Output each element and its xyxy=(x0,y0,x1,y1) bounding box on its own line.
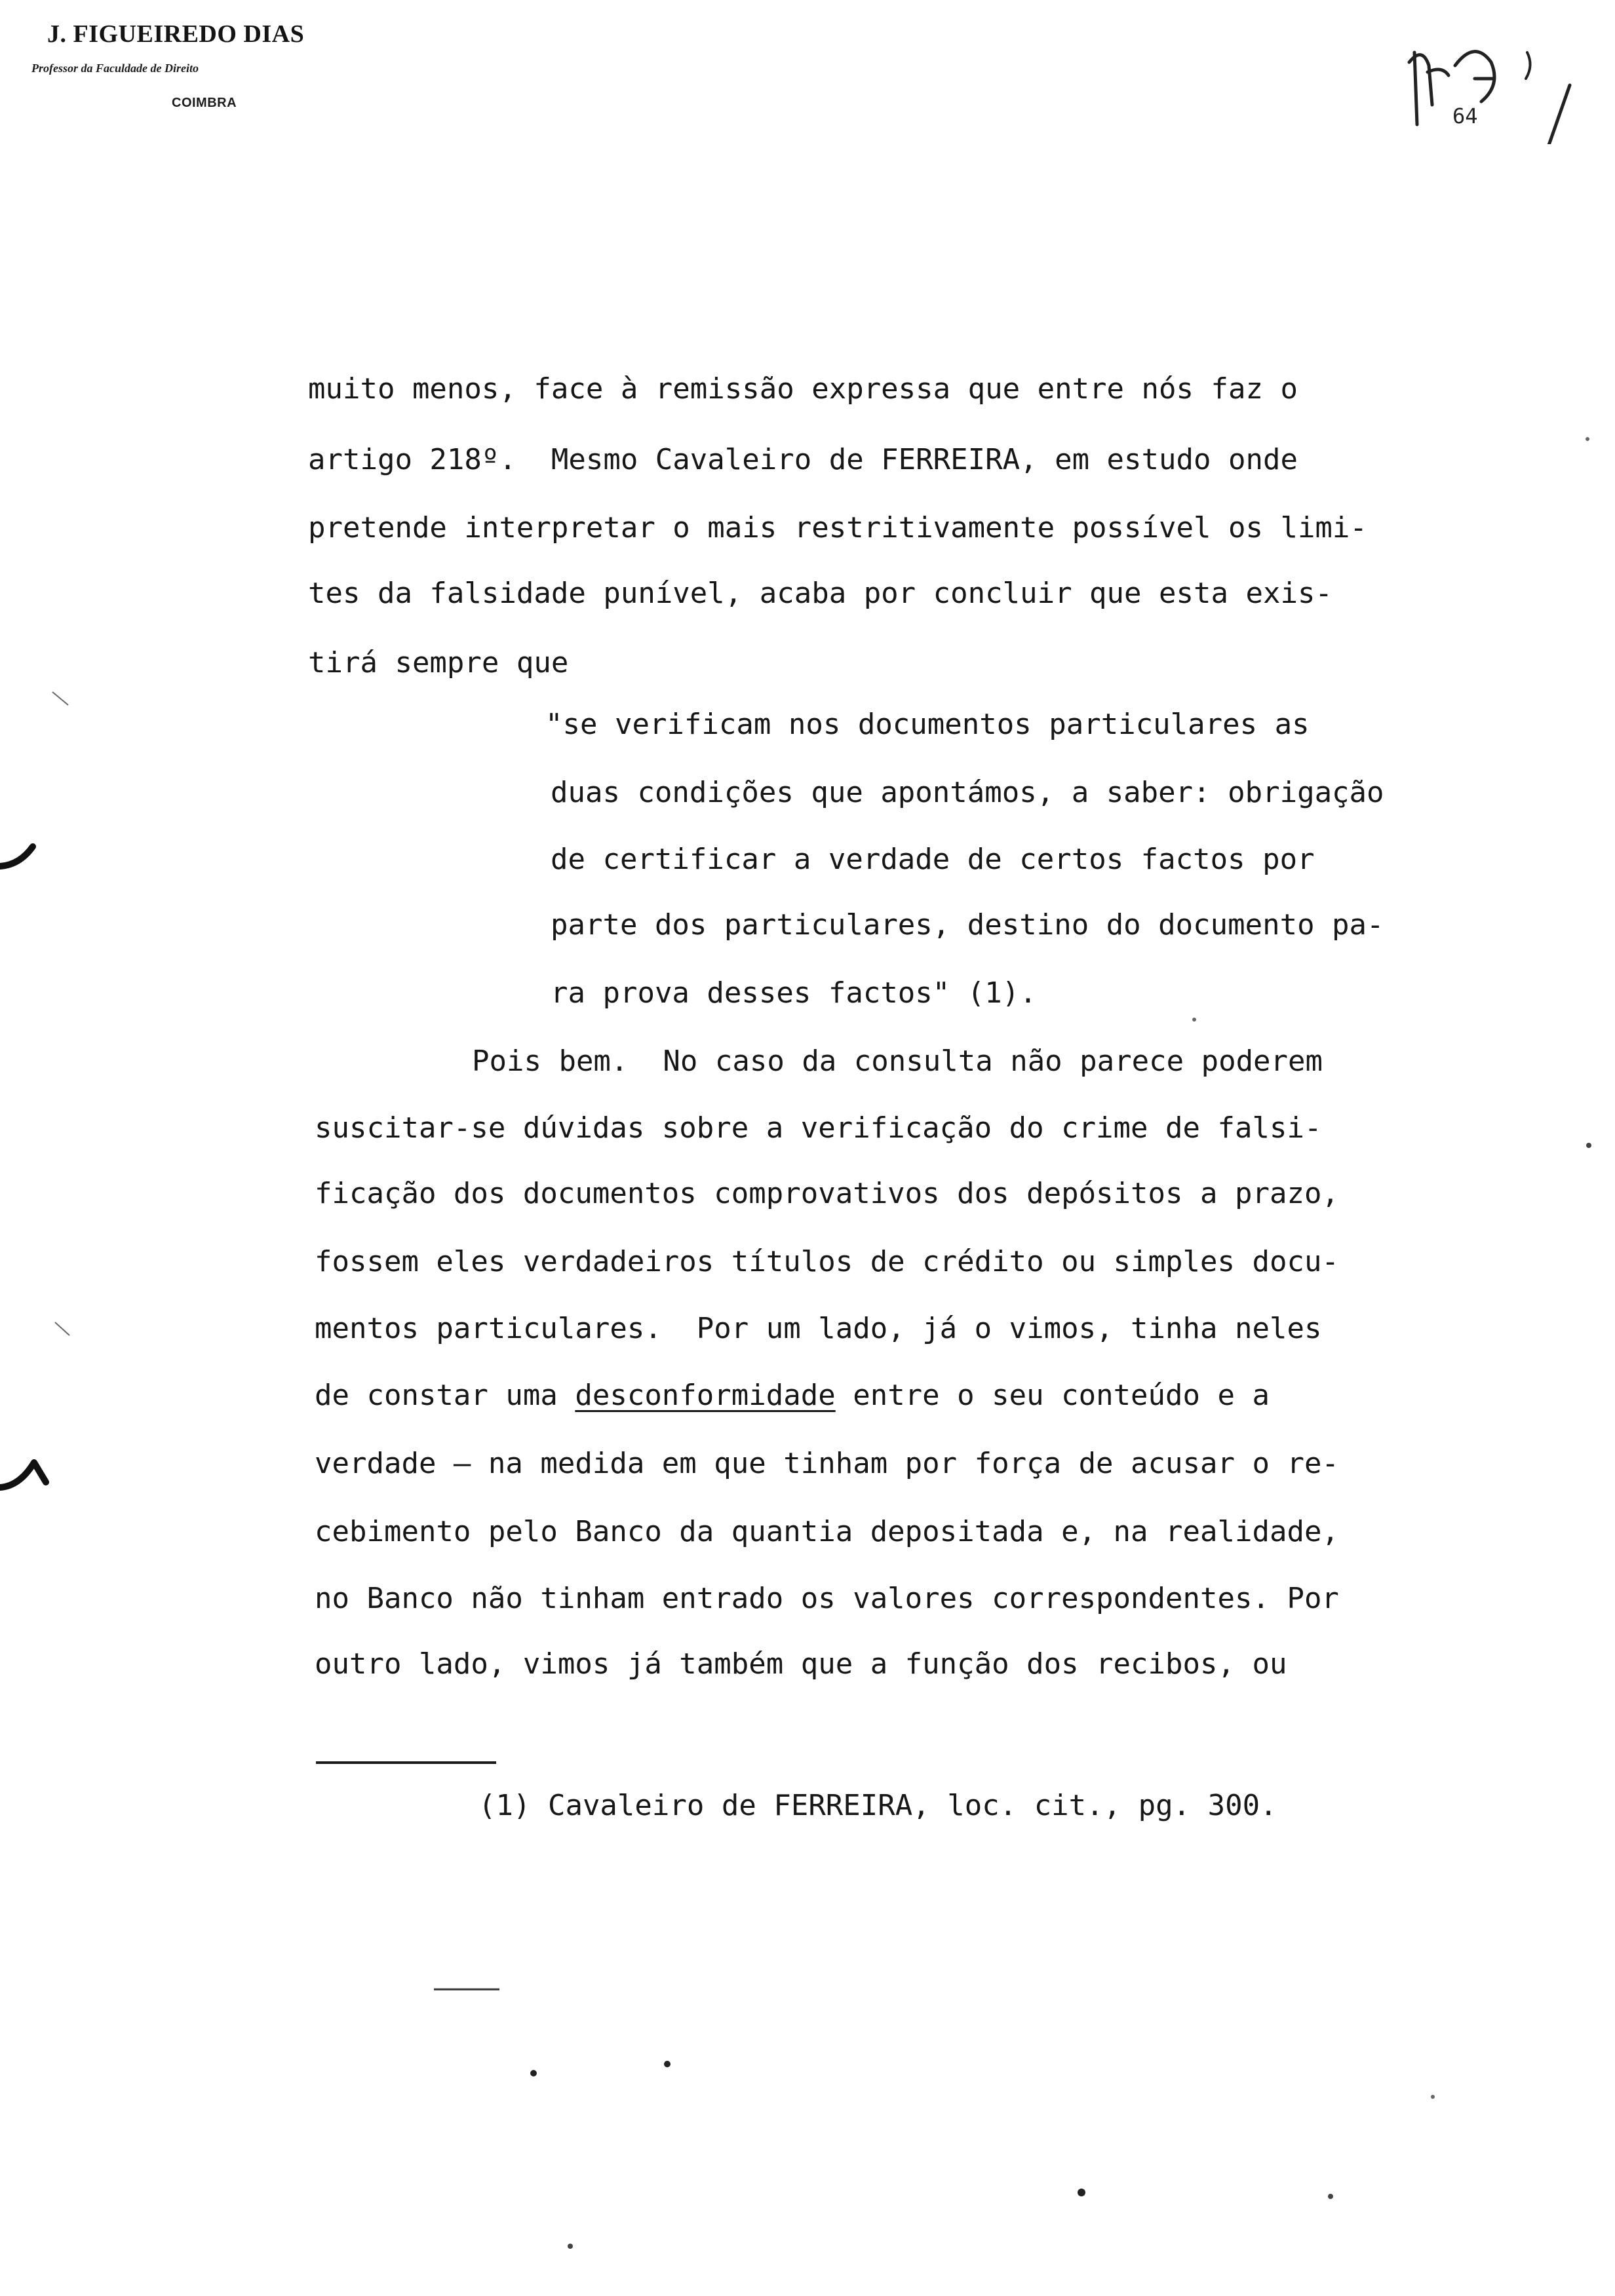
quote-line: "se verificam nos documentos particulares as xyxy=(545,708,1310,741)
quote-line: duas condições que apontámos, a saber: obrigação xyxy=(551,776,1384,809)
body-line: outro lado, vimos já também que a função dos recibos, ou xyxy=(315,1647,1287,1681)
footnote-rule xyxy=(316,1761,496,1764)
body-line: fossem eles verdadeiros títulos de crédito ou simples docu- xyxy=(315,1245,1339,1278)
letterhead-role: Professor da Faculdade de Direito xyxy=(31,62,199,75)
page-number: 64 xyxy=(1452,104,1478,128)
body-line: ficação dos documentos comprovativos dos depósitos a prazo, xyxy=(315,1177,1339,1210)
body-line: tes da falsidade punível, acaba por concluir que esta exis- xyxy=(308,577,1333,610)
line-text: entre o seu conteúdo e a xyxy=(835,1379,1270,1412)
handwritten-folio-mark xyxy=(1403,26,1580,144)
body-line: muito menos, face à remissão expressa que entre nós faz o xyxy=(308,372,1298,406)
quote-line: parte dos particulares, destino do documento pa- xyxy=(551,908,1384,942)
body-line: no Banco não tinham entrado os valores correspondentes. Por xyxy=(315,1582,1339,1615)
body-line xyxy=(315,1381,1270,1410)
line-text: de constar uma xyxy=(315,1379,575,1412)
body-line: tirá sempre que xyxy=(308,646,569,679)
body-line: mentos particulares. Por um lado, já o vimos, tinha neles xyxy=(315,1312,1322,1345)
body-line: Pois bem. No caso da consulta não parece poderem xyxy=(472,1044,1323,1078)
body-line: artigo 218º. Mesmo Cavaleiro de FERREIRA, em estudo onde xyxy=(308,443,1298,476)
footnote-text: (1) Cavaleiro de FERREIRA, loc. cit., pg. 300. xyxy=(478,1789,1277,1822)
body-line: verdade — na medida em que tinham por força de acusar o re- xyxy=(315,1447,1339,1480)
letterhead-city: COIMBRA xyxy=(172,96,237,110)
quote-line: de certificar a verdade de certos factos por xyxy=(551,843,1315,876)
body-line: pretende interpretar o mais restritivamente possível os limi- xyxy=(308,511,1367,545)
letterhead-name: J. FIGUEIREDO DIAS xyxy=(47,20,305,48)
quote-line: ra prova desses factos" (1). xyxy=(551,976,1037,1010)
underlined-word: desconformidade xyxy=(575,1379,836,1412)
body-line: cebimento pelo Banco da quantia depositada e, na realidade, xyxy=(315,1515,1339,1548)
body-line: suscitar-se dúvidas sobre a verificação do crime de falsi- xyxy=(315,1111,1322,1145)
